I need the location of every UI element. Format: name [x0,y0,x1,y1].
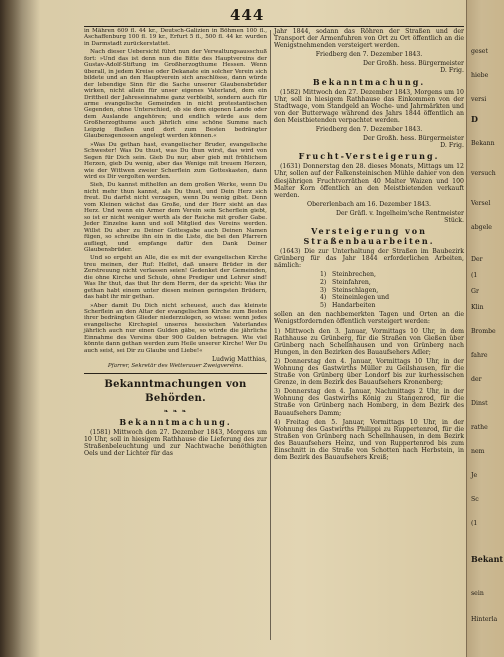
notice-heading: Bekanntmachung. [119,416,232,427]
paragraph: (1643) Die zur Unterhaltung der Straßen im Baubezirk Grünberg für das Jahr 1844 erforderlichen Arbeiten, nämlich: [274,248,464,270]
signature-title: Pfarrer, Sekretär des Wetterauer Zweigvereins. [107,363,244,370]
paragraph: 4) Freitag den 5. Januar, Vormittags 10 Uhr, in der Wohnung des Gastwirths Philippi zu Ruppertenrod, für die Straßen von Grünberg nach Schellnhausen, in dem Bezirk des Bauaufsehers Heinz, und von Ruppertenrod bis zum Einschnitt in die Straße von Schotten nach Herbstein, in dem Bezirk des Bauaufsehers Kreiß; [274,418,464,462]
paragraph: »Was Du gethan hast, evangelischer Bruder, evangelische Schwester! Was Du thust, was Du thun wirst, das wird von Segen für Dich sein. Gieb Du nur, aber gieb mit fröhlichem Herzen, gieb Du wenig, aber das Wenige mit treuem Herzen, wie der Wittwen zweier Scherflein zum Gotteskasten, dann wird es Dir vergolten werden. [84,141,267,180]
paragraph: 1) Mittwoch den 3. Januar, Vormittags 10 Uhr, in dem Rathhause zu Grünberg, für die Straßen von Gießen über Grünberg nach Schellnhausen und von Grünberg nach Hungen, in den Bezirken des Bauaufsehers Adler; [274,327,464,356]
signature-title: Der Großh. hess. Bürgermeister [362,60,464,68]
edge-fragment: Sc [471,496,479,503]
paragraph: 2) Donnerstag den 4. Januar, Vormittags 10 Uhr, in der Wohnung des Gastwirths Müller zu Geilshausen, für die Straße von Grünberg über Londorf bis zur kurhessischen Grenze, in dem Bezirk des Bauaufsehers Kronenberg; [274,357,464,387]
edge-fragment: Brombe [471,328,496,335]
signature-name: Ludwig Matthias, [211,356,267,364]
edge-fragment: hiebe [471,72,489,79]
edge-fragment: versuch [471,170,496,177]
section-heading: Bekanntmachungen von Behörden. [104,378,247,404]
edge-fragment: Der [471,256,483,263]
work-list [274,271,464,309]
paragraph: Und so ergeht an Alle, die es mit der evangelischen Kirche treu meinen, der Ruf: Helfet, daß unsere Brüder in der Zerstreuung nicht verlassen seien! Gedenket der Gemeinden, die ohne Kirche und Schule, ohne Prediger und Lehrer sind! Was Ihr thut, das thut Ihr dem Herrn, der da spricht: Was ihr gethan habt einem unter diesen meinen geringsten Brüdern, das habt ihr mir gethan. [84,255,267,301]
signature-name: D. Frig. [440,67,464,75]
signature-name: Stück. [444,216,464,224]
notice-date: Friedberg den 7. Dezember 1843. [315,126,423,134]
signature-name: D. Frig. [440,142,464,150]
paragraph: 3) Donnerstag den 4. Januar, Nachmittags 2 Uhr, in der Wohnung des Gastwirths König zu Stangenrod, für die Straße von Grünberg nach Homberg, in dem Bezirk des Bauaufsehers Damm; [274,388,464,417]
paragraph: in Mähren 609 fl. 44 kr., Deutsch-Galizien in Böhmen 100 fl., Aschaffenburg 100 fl. 19 kr., Erfurt 5 fl., 500 fl. 44 kr. wurden in Darmstadt zurückerstattet. [84,28,267,47]
list-item: 5) Handarbeiten [320,301,376,309]
list-item: 3) Steinschlagen, [320,286,379,294]
page-number: 444 [230,6,265,24]
edge-fragment: rathe [471,424,488,431]
signature-title: Der Großh. hess. Bürgermeister [362,135,464,143]
paragraph: (1581) Mittwoch den 27. Dezember 1843, Morgens um 10 Uhr, soll in hiesigem Rathhause die Lieferung des zur Straßenbeleuchtung und zur Nachtwache benöthigten Oels und der Lichter für das [84,428,267,458]
edge-fragment: (1 [471,520,478,527]
page-edge-line [466,0,467,657]
notice-heading: Versteigerung von Straßenbauarbeiten. [303,226,435,247]
column-divider [270,30,271,640]
edge-fragment: Bekann [471,140,495,147]
paragraph: »Aber damit Du Dich nicht scheuest, auch das kleinste Scherflein an den Altar der evangelischen Kirche zum Besten ihrer bedrängten Glieder niederzulegen, so wisse: wenn jedes evangelische Kirchspiel unseres hessischen Vaterlandes jährlich auch nur einen Gulden gäbe, so würde die jährliche Einnahme des Vereins über 900 Gulden betragen. Wie viel könnte dann gethan werden zum Heile unserer Kirche! Wer Du auch seist, sei Dir zu Glaube und Liebe!« [84,302,267,354]
list-item: 4) Steineinlegen und [320,294,390,302]
notice-date: Obererlenbach am 16. Dezember 1843. [307,200,431,208]
left-column [84,28,267,459]
edge-fragment: geset [471,48,488,55]
edge-fragment: fahre [471,352,488,359]
header-rule [84,26,464,27]
edge-fragment: Gr [471,288,479,295]
book-gutter-shadow [0,0,40,657]
edge-fragment: sein [471,590,484,597]
edge-fragment: versi [471,96,487,103]
edge-fragment: (1 [471,272,478,279]
right-column [274,28,464,463]
paragraph: Jahr 1844, sodann das Röhren der Straßen und der Transport der Armenfuhren von Ort zu Ort öffentlich an die Wenigstnehmenden versteigert werden. [274,28,464,50]
notice-heading: Bekanntmachung. [312,76,426,87]
edge-fragment: Hinterla [471,616,498,623]
edge-fragment: Dinst [471,400,488,407]
edge-fragment: abgele [471,224,492,231]
paragraph: Sieh, Du kannst mithelfen an dem großen Werke, wenn Du nicht mehr thun kannst, als Du thust, und Dein Herz sich freut. Du darfst nicht verzagen, wenn Du wenig gibst. Denn vom Kleinen wächst das Große, und der Herr sieht an das Herz. Und wenn ein Armer dem Verein sein Scherflein giebt, so ist er nicht weniger werth als der Reiche mit großer Gabe. Jeder Einzelne kann und soll Mitglied des Vereins werden. Willst Du aber zu Deiner Gottesgabe auch Deinen Namen fügen, so schreibe ihn ein in die Liste, die bei den Pfarrern aufliegt, und empfange dafür den Dank Deiner Glaubensbrüder. [84,182,267,253]
paragraph: (1582) Mittwoch den 27. Dezember 1843, Morgens um 10 Uhr, soll in hiesigem Rathhause das Einkommen von der Stadtwage, vom Standgeld an Woche- und Jahrmärkten und von der Butterwage während des Jahrs 1844 öffentlich an den Meistbietenden verpachtet werden. [274,88,464,124]
edge-fragment: der [471,376,482,383]
paragraph: Nach dieser Uebersicht führt nun der Verwaltungsausschuß fort: »Und das ist denn nun die Bitte des Hauptvereins der Gustav-Adolf-Stiftung im Großherzogthume Hessen. Wenn überall, in jedem Kreise oder Dekanate ein solcher Verein sich bildete und an den Hauptverein sich anschlösse, dann würde der lebendige Sinn für die Sache unserer Glaubensbrüder wirken, nicht allein für unser eigenes Vaterland, dem ein Drittheil der Jahreseinnahme ganz verbleibt, sondern auch für arme evangelische Gemeinden in nicht protestantischen Gegenden, ohne Unterschied, ob sie dem eigenen Lande oder dem Auslande angehören; und endlich würde aus dem Großherzogthume auch jährlich eine schöne Summe nach Leipzig fließen und dort zum Besten bedrängter Glaubensgenossen angelegt werden können.« [84,49,267,140]
section-rule [84,373,267,374]
notice-heading: Frucht-Versteigerung. [298,151,440,162]
list-item: 2) Steinfahren, [320,278,371,286]
paragraph: (1631) Donnerstag den 28. dieses Monats, Mittags um 12 Uhr, sollen auf der Falkensteinischen Mühle dahier von den diesjährigen Fruchtvorräthen 40 Malter Waizen und 100 Malter Korn öffentlich an den Meistbietenden verkauft werden. [274,163,464,199]
edge-fragment: Klin [471,304,484,311]
paragraph: sollen an den nachbemerkten Tagen und Orten an die Wenigstfordernden öffentlich versteigert werden: [274,311,464,326]
list-item: 1) Steinbrechen, [320,271,376,279]
edge-fragment: Versel [471,200,491,207]
edge-fragment: nem [471,448,485,455]
signature-title: Der Gräfl. v. Ingelheim'sche Rentmeister [336,209,464,217]
notice-date: Friedberg den 7. Dezember 1843. [315,51,423,59]
ornament-divider: ❧ ❧ ❧ [163,407,188,415]
edge-fragment: D [471,114,478,124]
edge-fragment: Je [471,472,478,479]
edge-fragment: Bekant [471,554,504,564]
